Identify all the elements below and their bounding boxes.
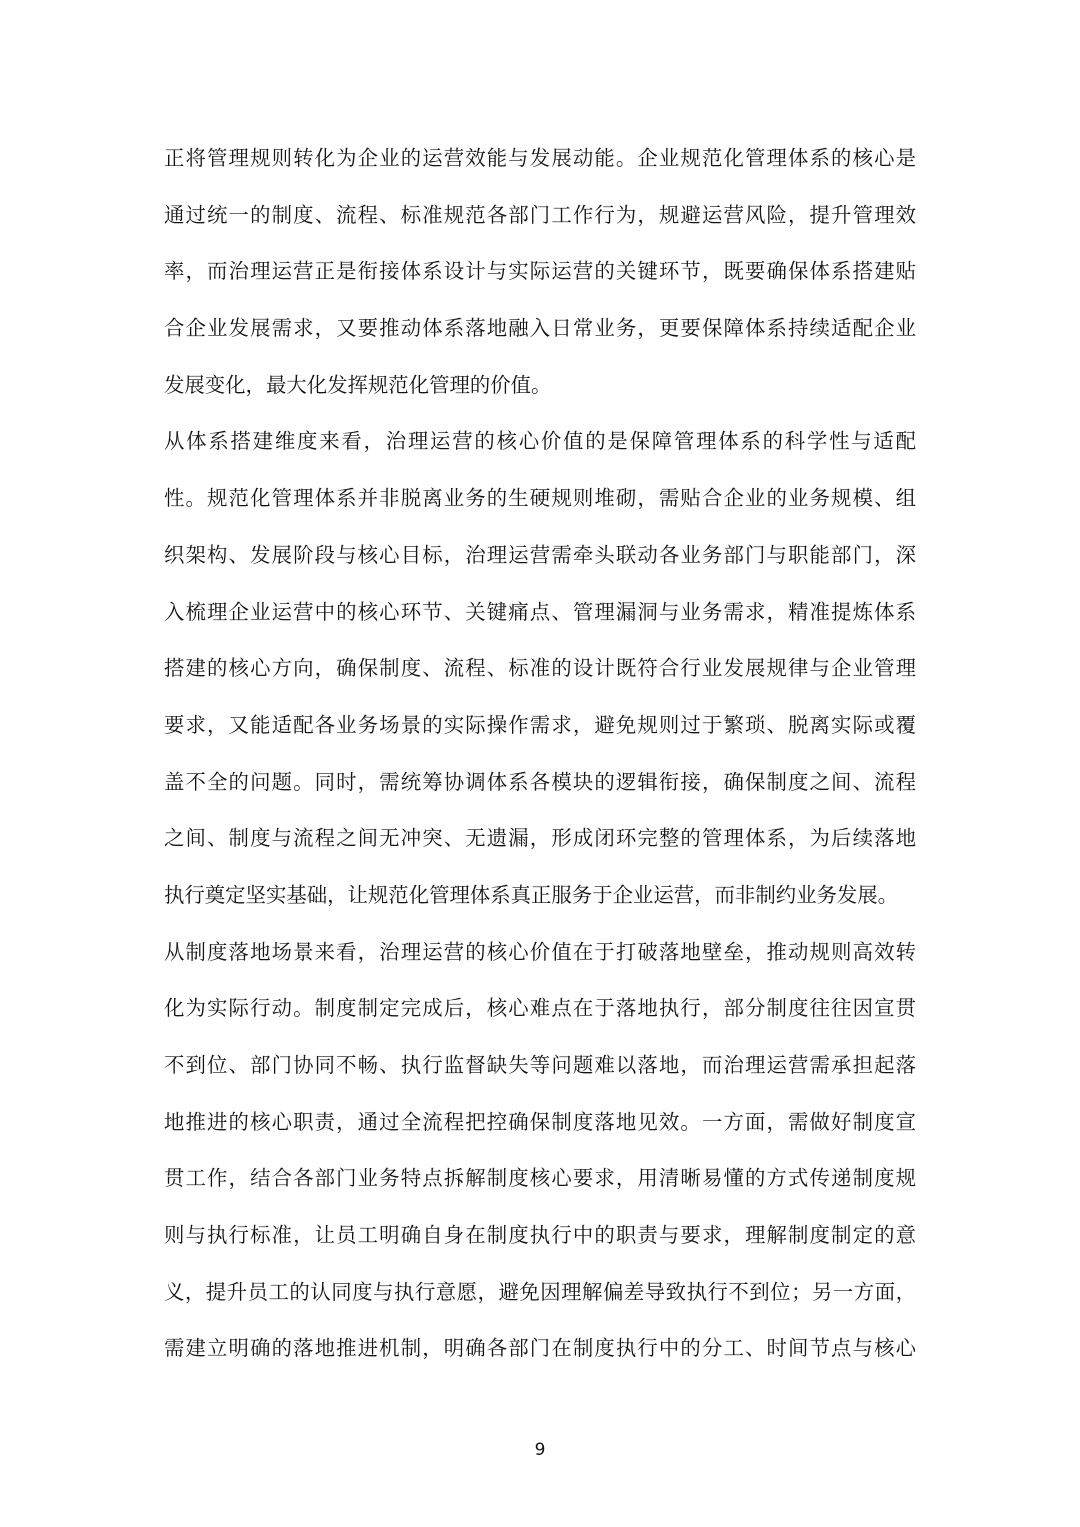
text-line: 合企业发展需求，又要推动体系落地融入日常业务，更要保障体系持续适配企业	[164, 316, 916, 341]
text-line: 发展变化，最大化发挥规范化管理的价值。	[164, 372, 552, 397]
text-line: 织架构、发展阶段与核心目标，治理运营需牵头联动各业务部门与职能部门，深	[164, 542, 916, 567]
text-line: 要求，又能适配各业务场景的实际操作需求，避免规则过于繁琐、脱离实际或覆	[164, 712, 916, 737]
page-number: 9	[534, 1440, 546, 1460]
text-line: 正将管理规则转化为企业的运营效能与发展动能。企业规范化管理体系的核心是	[164, 146, 916, 170]
text-line: 不到位、部门协同不畅、执行监督缺失等问题难以落地，而治理运营需承担起落	[164, 1053, 916, 1077]
text-line: 义，提升员工的认同度与执行意愿，避免因理解偏差导致执行不到位；另一方面，	[164, 1279, 916, 1304]
text-line: 入梳理企业运营中的核心环节、关键痛点、管理漏洞与业务需求，精准提炼体系	[164, 599, 916, 624]
text-line: 地推进的核心职责，通过全流程把控确保制度落地见效。一方面，需做好制度宣	[164, 1109, 916, 1134]
text-line: 执行奠定坚实基础，让规范化管理体系真正服务于企业运营，而非制约业务发展。	[164, 882, 899, 907]
text-line: 则与执行标准，让员工明确自身在制度执行中的职责与要求，理解制度制定的意	[164, 1223, 916, 1248]
text-line: 需建立明确的落地推进机制，明确各部门在制度执行中的分工、时间节点与核心	[164, 1336, 916, 1361]
text-line: 从制度落地场景来看，治理运营的核心价值在于打破落地壁垒，推动规则高效转	[164, 939, 916, 964]
text-line: 盖不全的问题。同时，需统筹协调体系各模块的逻辑衔接，确保制度之间、流程	[164, 769, 916, 794]
body-text	[164, 130, 916, 1377]
text-line: 贯工作，结合各部门业务特点拆解制度核心要求，用清晰易懂的方式传递制度规	[164, 1166, 916, 1191]
text-line: 通过统一的制度、流程、标准规范各部门工作行为，规避运营风险，提升管理效	[164, 202, 916, 227]
text-line: 搭建的核心方向，确保制度、流程、标准的设计既符合行业发展规律与企业管理	[164, 656, 916, 681]
text-line: 从体系搭建维度来看，治理运营的核心价值的是保障管理体系的科学性与适配	[164, 429, 916, 454]
text-line: 之间、制度与流程之间无冲突、无遗漏，形成闭环完整的管理体系，为后续落地	[164, 826, 916, 851]
text-line: 率，而治理运营正是衔接体系设计与实际运营的关键环节，既要确保体系搭建贴	[164, 259, 916, 284]
text-line: 化为实际行动。制度制定完成后，核心难点在于落地执行，部分制度往往因宣贯	[164, 996, 916, 1021]
text-line: 性。规范化管理体系并非脱离业务的生硬规则堆砌，需贴合企业的业务规模、组	[164, 486, 916, 511]
